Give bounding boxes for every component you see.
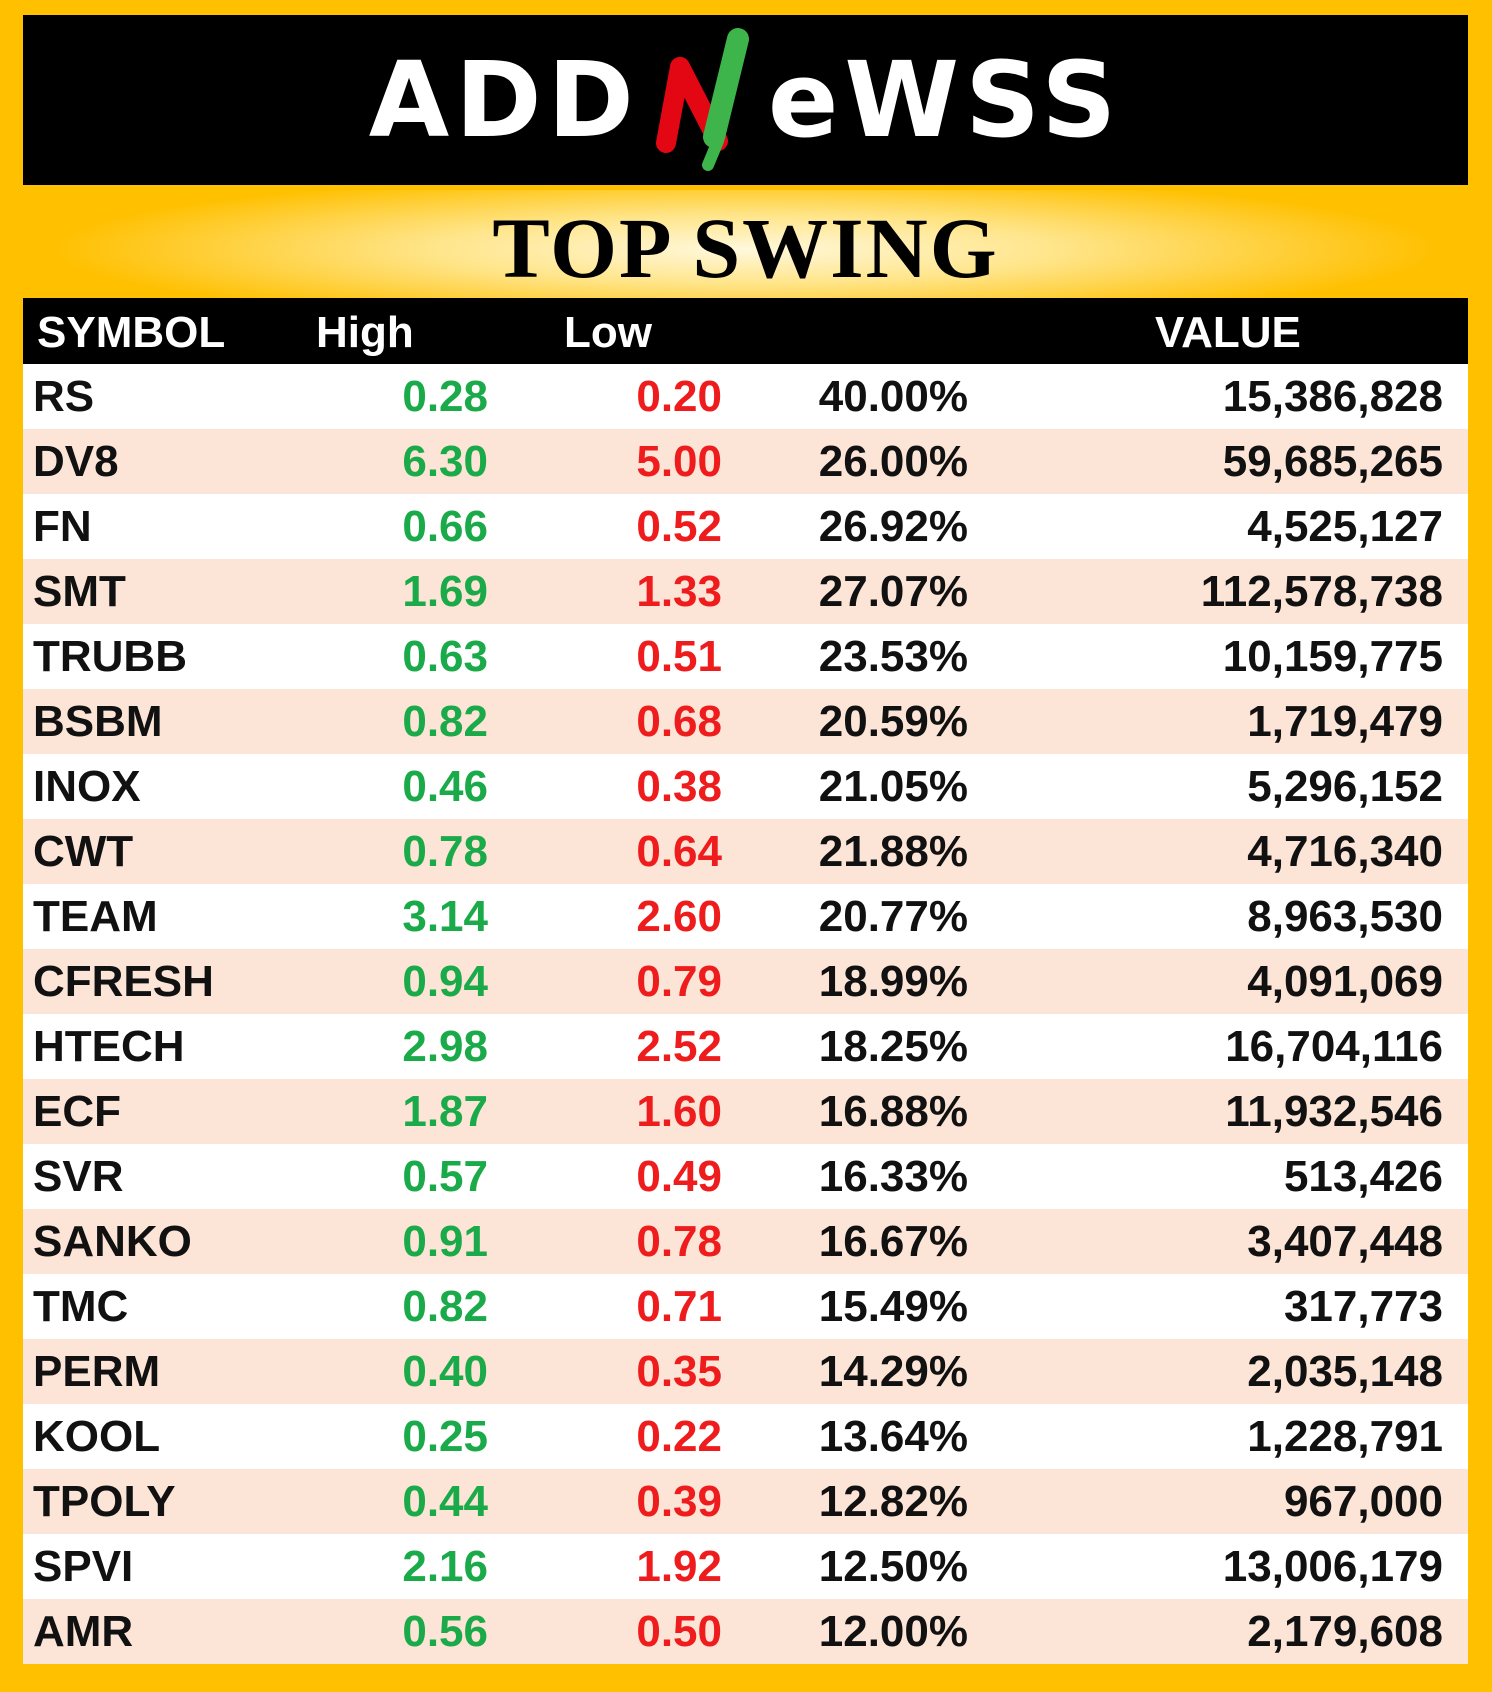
low-cell: 0.50 [636, 1607, 722, 1656]
page-title: TOP SWING [492, 200, 999, 296]
logo-text-left: ADD [368, 39, 640, 161]
low-cell: 1.92 [636, 1542, 722, 1591]
symbol-cell: ECF [33, 1087, 121, 1136]
swing-percent-cell: 16.88% [818, 1087, 968, 1136]
high-cell: 0.63 [402, 632, 488, 681]
low-cell: 0.52 [636, 502, 722, 551]
value-cell: 317,773 [1283, 1282, 1443, 1331]
symbol-cell: INOX [33, 762, 141, 811]
swing-percent-cell: 13.64% [818, 1412, 968, 1461]
high-cell: 0.46 [402, 762, 488, 811]
value-cell: 16,704,116 [1225, 1022, 1443, 1071]
value-cell: 513,426 [1283, 1152, 1443, 1201]
table-row [23, 624, 1468, 689]
high-cell: 0.91 [402, 1217, 488, 1266]
value-cell: 1,228,791 [1247, 1412, 1443, 1461]
table-row [23, 364, 1468, 429]
table-row [23, 1209, 1468, 1274]
value-cell: 13,006,179 [1222, 1542, 1443, 1591]
table-row [23, 884, 1468, 949]
logo-text-right: eWSS [767, 39, 1123, 161]
low-cell: 0.22 [636, 1412, 722, 1461]
high-cell: 0.82 [402, 697, 488, 746]
value-cell: 8,963,530 [1247, 892, 1443, 941]
low-cell: 1.33 [636, 567, 722, 616]
symbol-cell: TMC [33, 1282, 129, 1331]
low-cell: 2.52 [636, 1022, 722, 1071]
table-header [23, 298, 1468, 364]
low-cell: 0.78 [636, 1217, 722, 1266]
symbol-cell: SVR [33, 1152, 124, 1201]
high-cell: 3.14 [402, 892, 488, 941]
table-row [23, 819, 1468, 884]
table-row [23, 1144, 1468, 1209]
value-cell: 2,179,608 [1247, 1607, 1443, 1656]
swing-percent-cell: 21.88% [818, 827, 968, 876]
value-cell: 4,091,069 [1247, 957, 1443, 1006]
symbol-cell: PERM [33, 1347, 161, 1396]
high-cell: 0.44 [402, 1477, 488, 1526]
high-cell: 0.28 [402, 372, 488, 421]
symbol-cell: TPOLY [33, 1477, 176, 1526]
high-cell: 0.25 [402, 1412, 488, 1461]
value-cell: 4,716,340 [1247, 827, 1443, 876]
symbol-cell: AMR [33, 1607, 134, 1656]
value-cell: 2,035,148 [1247, 1347, 1443, 1396]
swing-percent-cell: 20.59% [818, 697, 968, 746]
high-cell: 0.56 [402, 1607, 488, 1656]
swing-percent-cell: 27.07% [818, 567, 968, 616]
value-cell: 112,578,738 [1200, 567, 1443, 616]
value-cell: 1,719,479 [1247, 697, 1443, 746]
header-high: High [316, 308, 414, 357]
symbol-cell: CWT [33, 827, 134, 876]
symbol-cell: SPVI [33, 1542, 134, 1591]
value-cell: 5,296,152 [1247, 762, 1443, 811]
logo-n-mark-icon [644, 25, 764, 175]
table-row [23, 1014, 1468, 1079]
table-row [23, 1469, 1468, 1534]
low-cell: 0.20 [636, 372, 722, 421]
title-band [23, 190, 1468, 298]
table-row [23, 1079, 1468, 1144]
low-cell: 0.38 [636, 762, 722, 811]
swing-percent-cell: 21.05% [818, 762, 968, 811]
swing-percent-cell: 12.00% [818, 1607, 968, 1656]
value-cell: 10,159,775 [1222, 632, 1443, 681]
high-cell: 0.94 [402, 957, 488, 1006]
value-cell: 3,407,448 [1247, 1217, 1443, 1266]
header-low: Low [564, 308, 652, 357]
swing-percent-cell: 18.25% [818, 1022, 968, 1071]
low-cell: 1.60 [636, 1087, 722, 1136]
symbol-cell: SANKO [33, 1217, 192, 1266]
swing-percent-cell: 14.29% [818, 1347, 968, 1396]
high-cell: 0.57 [402, 1152, 488, 1201]
low-cell: 2.60 [636, 892, 722, 941]
table-row [23, 1534, 1468, 1599]
low-cell: 0.39 [636, 1477, 722, 1526]
swing-percent-cell: 26.00% [818, 437, 968, 486]
table-row [23, 429, 1468, 494]
logo-banner [23, 15, 1468, 185]
swing-percent-cell: 12.50% [818, 1542, 968, 1591]
value-cell: 59,685,265 [1222, 437, 1443, 486]
low-cell: 0.49 [636, 1152, 722, 1201]
symbol-cell: KOOL [33, 1412, 161, 1461]
symbol-cell: DV8 [33, 437, 119, 486]
symbol-cell: TRUBB [33, 632, 187, 681]
high-cell: 0.66 [402, 502, 488, 551]
swing-percent-cell: 16.67% [818, 1217, 968, 1266]
value-cell: 4,525,127 [1247, 502, 1443, 551]
swing-percent-cell: 15.49% [818, 1282, 968, 1331]
high-cell: 0.40 [402, 1347, 488, 1396]
low-cell: 0.35 [636, 1347, 722, 1396]
swing-percent-cell: 40.00% [818, 372, 968, 421]
swing-percent-cell: 23.53% [818, 632, 968, 681]
table-row [23, 1599, 1468, 1664]
swing-percent-cell: 18.99% [818, 957, 968, 1006]
high-cell: 0.82 [402, 1282, 488, 1331]
table-row [23, 949, 1468, 1014]
value-cell: 15,386,828 [1222, 372, 1443, 421]
low-cell: 0.51 [636, 632, 722, 681]
symbol-cell: CFRESH [33, 957, 214, 1006]
high-cell: 1.87 [402, 1087, 488, 1136]
low-cell: 5.00 [636, 437, 722, 486]
low-cell: 0.64 [636, 827, 722, 876]
symbol-cell: FN [33, 502, 92, 551]
table-body [23, 364, 1468, 1664]
swing-percent-cell: 20.77% [818, 892, 968, 941]
table-row [23, 689, 1468, 754]
swing-percent-cell: 16.33% [818, 1152, 968, 1201]
high-cell: 2.98 [402, 1022, 488, 1071]
swing-percent-cell: 12.82% [818, 1477, 968, 1526]
table-row [23, 754, 1468, 819]
symbol-cell: TEAM [33, 892, 158, 941]
table-row [23, 559, 1468, 624]
low-cell: 0.79 [636, 957, 722, 1006]
brand-logo [369, 15, 1123, 185]
table-row [23, 494, 1468, 559]
symbol-cell: RS [33, 372, 95, 421]
high-cell: 6.30 [402, 437, 488, 486]
low-cell: 0.71 [636, 1282, 722, 1331]
value-cell: 967,000 [1283, 1477, 1443, 1526]
swing-percent-cell: 26.92% [818, 502, 968, 551]
swing-table [23, 298, 1468, 1664]
value-cell: 11,932,546 [1225, 1087, 1443, 1136]
high-cell: 1.69 [402, 567, 488, 616]
low-cell: 0.68 [636, 697, 722, 746]
high-cell: 2.16 [402, 1542, 488, 1591]
symbol-cell: HTECH [33, 1022, 185, 1071]
header-value: VALUE [1155, 308, 1301, 357]
table-row [23, 1339, 1468, 1404]
header-symbol: SYMBOL [37, 308, 226, 357]
symbol-cell: BSBM [33, 697, 163, 746]
symbol-cell: SMT [33, 567, 126, 616]
table-row [23, 1274, 1468, 1339]
high-cell: 0.78 [402, 827, 488, 876]
table-row [23, 1404, 1468, 1469]
